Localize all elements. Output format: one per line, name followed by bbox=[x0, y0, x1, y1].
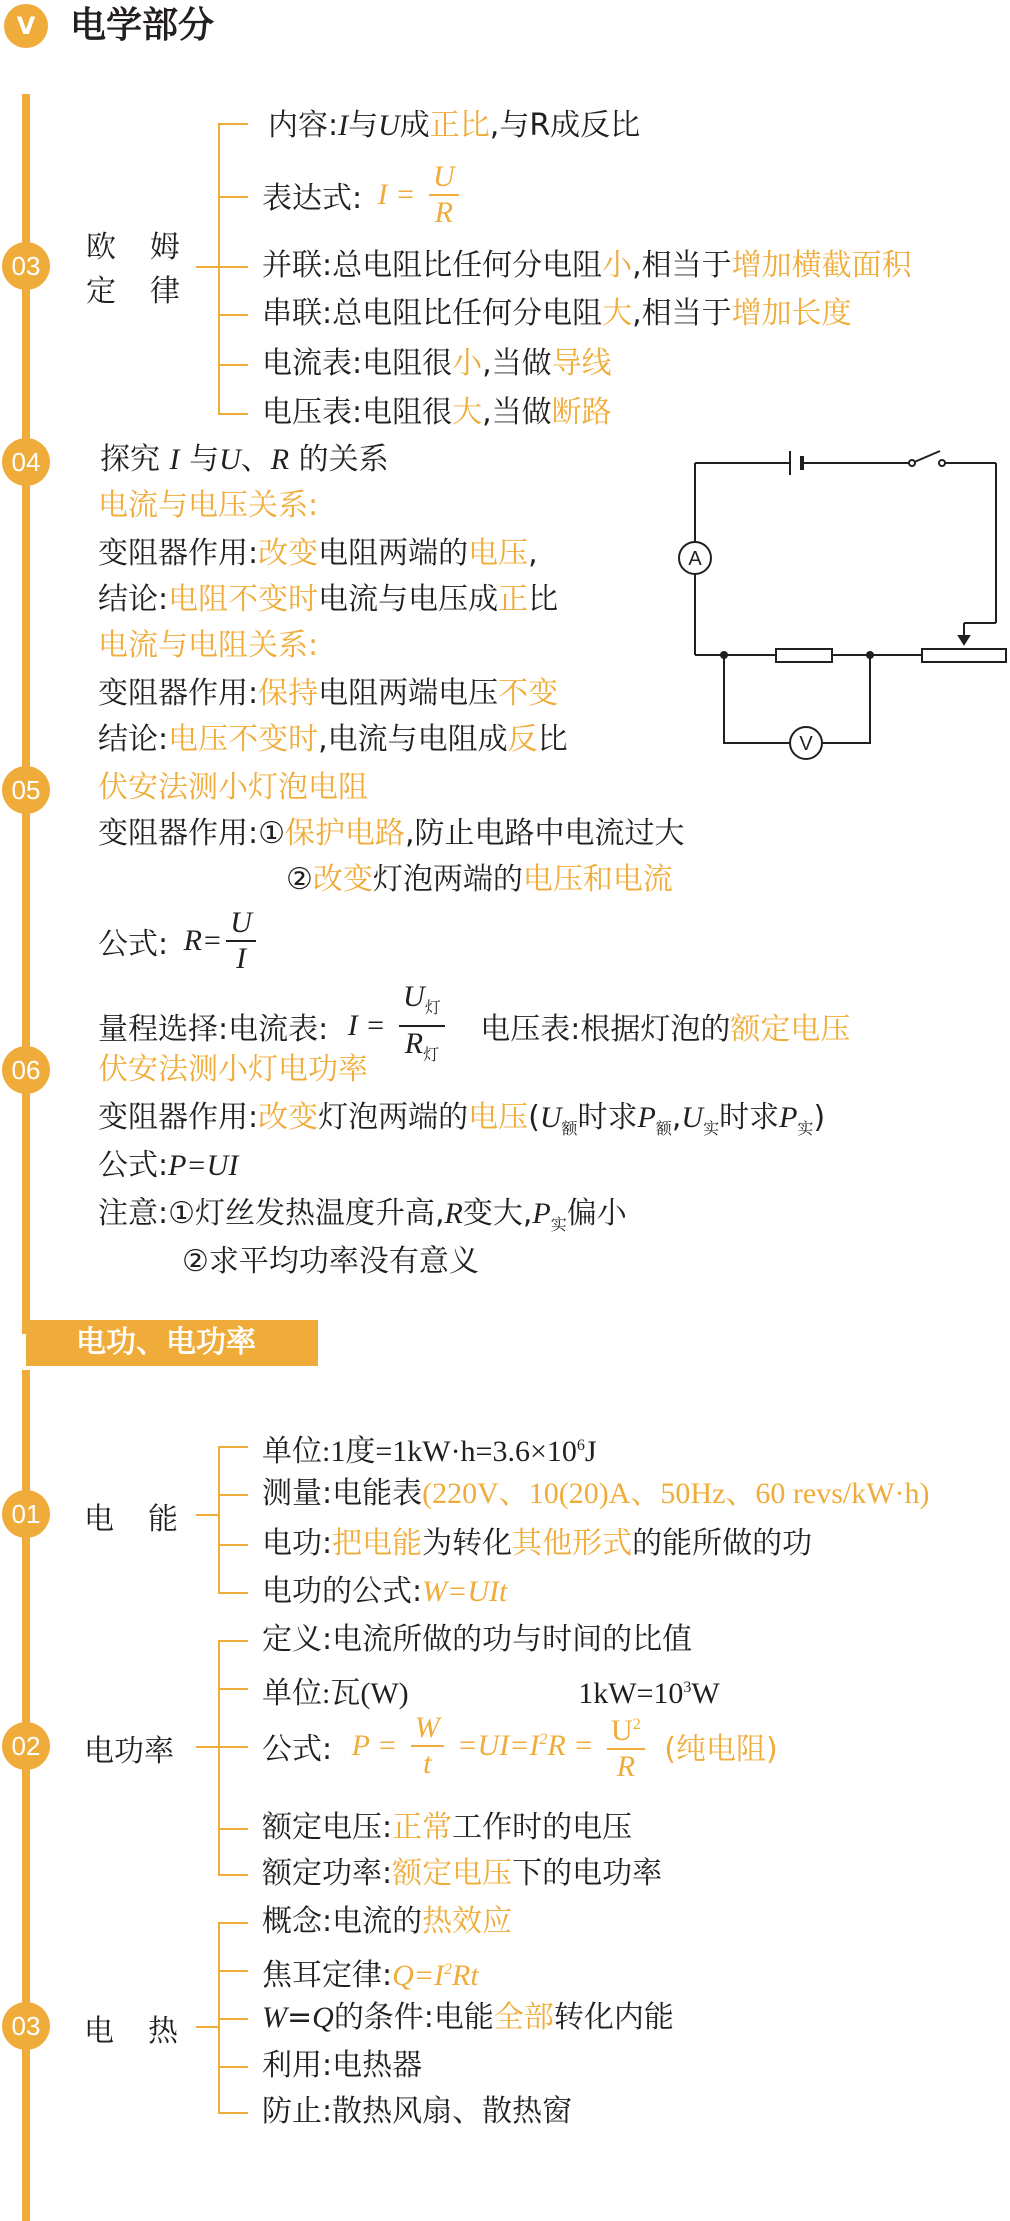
energy-work-line: 电功:把电能为转化其他形式的能所做的功 bbox=[262, 1526, 813, 1561]
voltmeter-label: V bbox=[799, 733, 813, 755]
ohm-series-line: 串联:总电阻比任何分电阻大,相当于增加长度 bbox=[262, 296, 852, 331]
badge-label: V bbox=[16, 12, 36, 40]
power-bracket bbox=[218, 1640, 220, 1874]
power-definition-line: 定义:电流所做的功与时间的比值 bbox=[262, 1622, 693, 1657]
step-number-04: 04 bbox=[2, 438, 50, 486]
section-badge bbox=[4, 4, 48, 48]
ohm-voltmeter-line: 电压表:电阻很大,当做断路 bbox=[262, 395, 612, 430]
range-selection-line: 量程选择:电流表: I = $\frac{U_灯}{R_灯}$ 电压表:根据灯泡的额定电压 bbox=[98, 980, 850, 1072]
bulb-resistance-row-2: ②改变灯泡两端的电压和电流 bbox=[286, 862, 673, 897]
rated-power-line: 额定功率:额定电压下的电功率 bbox=[262, 1856, 663, 1891]
explore-row-4: 结论:电压不变时,电流与电阻成反比 bbox=[98, 722, 568, 757]
bulb-resistance-row-1: 变阻器作用:①保护电路,防止电路中电流过大 bbox=[98, 816, 685, 851]
section-banner-title: 电功、电功率 bbox=[76, 1325, 256, 1360]
ohm-parallel-line: 并联:总电阻比任何分电阻小,相当于增加横截面积 bbox=[262, 248, 912, 283]
step-number-03: 03 bbox=[2, 242, 50, 290]
explore-row-1: 变阻器作用:改变电阻两端的电压, bbox=[98, 536, 538, 571]
power-fraction-w-t: $\frac{W}{t}$ bbox=[411, 1711, 444, 1781]
step-number-03-heat: 03 bbox=[2, 2002, 50, 2050]
power-fraction-u2-r: $\frac{U^2}{R}$ bbox=[607, 1708, 645, 1784]
ohm-title-top: 欧 姆 bbox=[86, 230, 182, 265]
power-title: 电功率 bbox=[84, 1734, 174, 1769]
heat-use-line: 利用:电热器 bbox=[262, 2048, 423, 2083]
bracket-line bbox=[218, 123, 220, 413]
explore-heading-resistance: 电流与电阻关系: bbox=[98, 628, 319, 663]
bulb-power-row-1: 变阻器作用:改变灯泡两端的电压($U_额$时求$P_额,U_实$时求$P_实$) bbox=[98, 1100, 826, 1138]
ohm-fraction: $\frac{U}{R}$ bbox=[429, 160, 459, 230]
energy-measure-line: 测量:电能表(220V、10(20)A、50Hz、60 revs/kW·h) bbox=[262, 1476, 930, 1511]
rheostat-symbol bbox=[922, 649, 1006, 662]
power-formula-line: 公式: P = $\frac{W}{t}$ $=UI=I^2R$ = $\frac{U^2}{R}$ (纯电阻) bbox=[262, 1708, 778, 1784]
bulb-power-formula: 公式:P=UI bbox=[98, 1148, 239, 1183]
step-number-05: 05 bbox=[2, 766, 50, 814]
heat-bracket bbox=[218, 1922, 220, 2112]
explore-row-2: 结论:电阻不变时电流与电压成正比 bbox=[98, 582, 559, 617]
ohm-title-bottom: 定 律 bbox=[86, 274, 182, 309]
rated-voltage-line: 额定电压:正常工作时的电压 bbox=[262, 1810, 633, 1845]
circuit-diagram bbox=[690, 448, 1010, 768]
explore-row-3: 变阻器作用:保持电阻两端电压不变 bbox=[98, 676, 559, 711]
energy-unit-line: 单位:1度$=1kW\cdot h=3.6\times 10^6J$ bbox=[262, 1435, 597, 1468]
bulb-power-note-2: ②求平均功率没有意义 bbox=[182, 1244, 479, 1279]
explore-heading-voltage: 电流与电压关系: bbox=[98, 488, 319, 523]
heat-title: 电 热 bbox=[84, 2014, 180, 2049]
ohm-ammeter-line: 电流表:电阻很小,当做导线 bbox=[262, 346, 612, 381]
step-number-06: 06 bbox=[2, 1046, 50, 1094]
energy-formula-line: 电功的公式:W=UIt bbox=[262, 1574, 508, 1609]
bulb-power-note-1: 注意:①灯丝发热温度升高,R变大$,P_实$偏小 bbox=[98, 1196, 627, 1234]
ohm-formula-line: 表达式: I = $\frac{U}{R}$ bbox=[262, 160, 463, 230]
bulb-resistance-formula: 公式: R= $\frac{U}{I}$ bbox=[98, 906, 260, 976]
current-range-fraction: $\frac{U_灯}{R_灯}$ bbox=[399, 980, 445, 1072]
heat-condition-line: W=Q的条件:电能全部转化内能 bbox=[262, 2000, 674, 2035]
joule-law-line: 焦耳定律$:Q=I^2Rt$ bbox=[262, 1958, 479, 1993]
bulb-resistance-title: 伏安法测小灯泡电阻 bbox=[98, 770, 368, 805]
page-title: 电学部分 bbox=[70, 5, 215, 46]
energy-title: 电 能 bbox=[84, 1502, 180, 1537]
bracket-stub bbox=[196, 266, 218, 268]
ohm-content-line: 内容:I与U成正比,与R成反比 bbox=[268, 108, 641, 143]
explore-title: 探究 I 与U、R 的关系 bbox=[100, 442, 389, 477]
bulb-power-title: 伏安法测小灯电功率 bbox=[98, 1052, 368, 1087]
resistance-fraction: $\frac{U}{I}$ bbox=[226, 906, 256, 976]
heat-prevent-line: 防止:散热风扇、散热窗 bbox=[262, 2094, 573, 2129]
step-number-02: 02 bbox=[2, 1722, 50, 1770]
resistor-symbol bbox=[776, 649, 832, 662]
ammeter-label: A bbox=[688, 548, 702, 570]
heat-concept-line: 概念:电流的热效应 bbox=[262, 1904, 513, 1939]
power-unit-line: 单位:瓦(W) $1kW=10^3W$ bbox=[262, 1677, 720, 1710]
step-number-01: 01 bbox=[2, 1490, 50, 1538]
energy-bracket bbox=[218, 1446, 220, 1592]
